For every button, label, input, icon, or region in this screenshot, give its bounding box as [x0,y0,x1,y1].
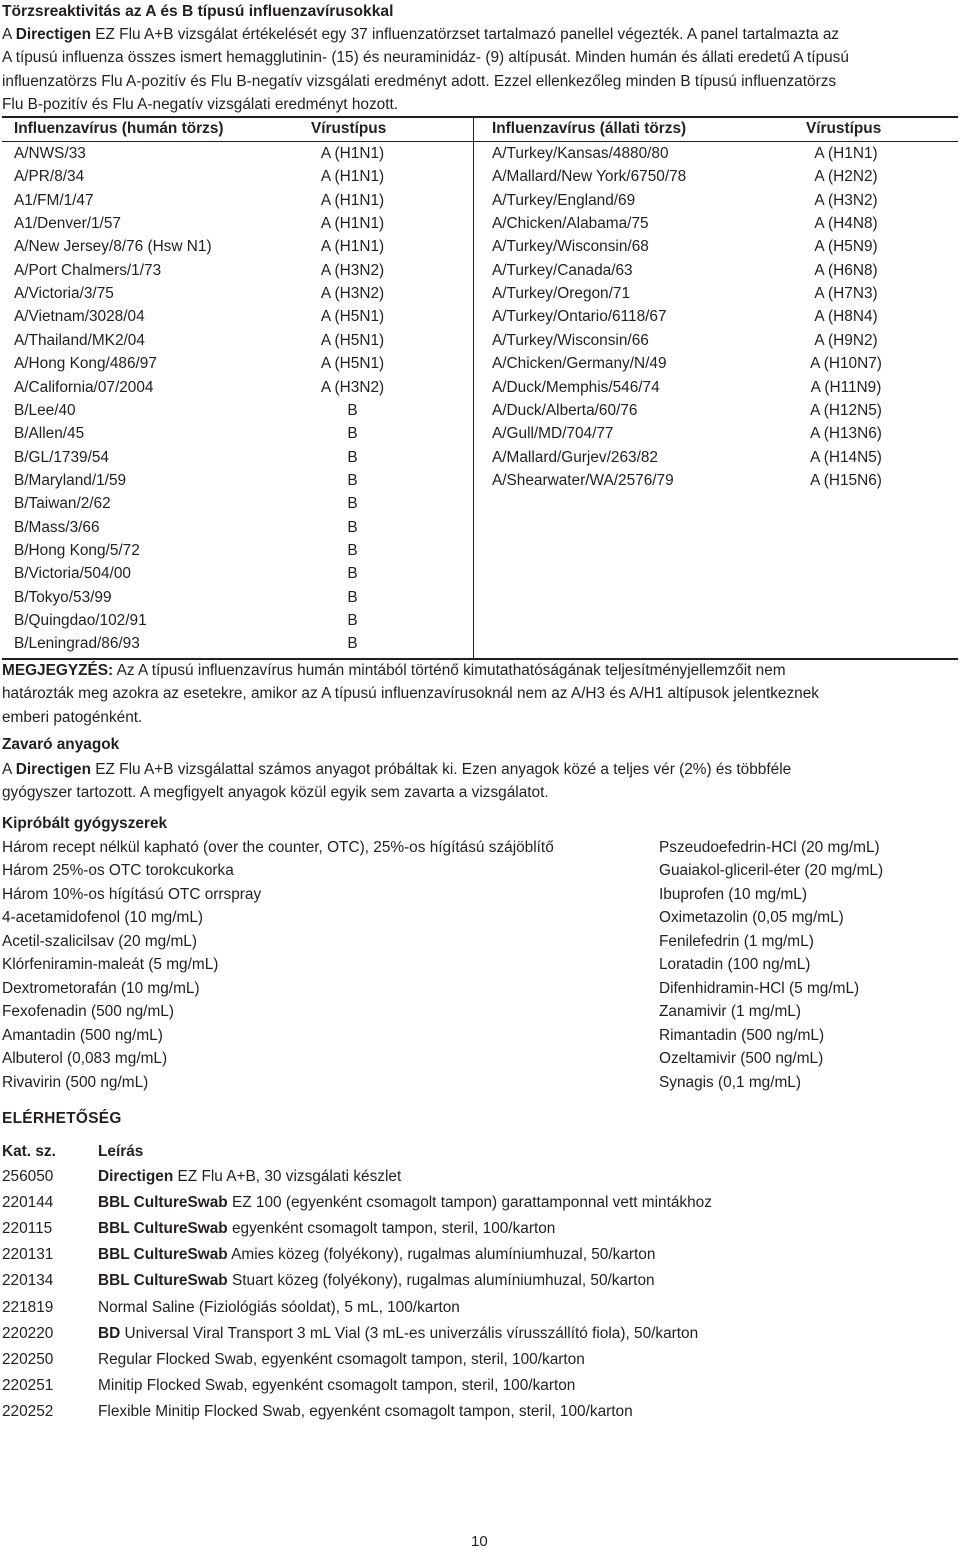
product-description [98,1217,555,1240]
drug-item: Amantadin (500 ng/mL) [2,1026,163,1044]
drug-item: Rimantadin (500 ng/mL) [659,1026,825,1044]
animal-virus-type-cell: A (H3N2) [814,191,878,209]
description-header: Leírás [98,1143,144,1160]
human-virus-type-cell: A (H5N1) [320,331,385,349]
human-virus-type-cell: B [347,565,358,583]
description-text: Amies közeg (folyékony), rugalmas alumíniumhuzal, 50/karton [227,1246,656,1264]
product-description [98,1191,712,1214]
human-strain-cell: B/Maryland/1/59 [14,471,127,489]
catalog-number: 220250 [2,1350,54,1368]
animal-strain-cell: A/Gull/MD/704/77 [492,425,614,443]
human-virus-type-cell: B [347,495,358,513]
human-strain-cell: A/PR/8/34 [14,168,85,186]
drug-item: Synagis (0,1 mg/mL) [659,1073,801,1091]
human-virus-type-cell: A (H3N2) [320,285,385,303]
human-virus-type-cell: A (H1N1) [320,238,385,256]
table-column-divider [473,116,474,660]
animal-strain-cell: A/Turkey/Canada/63 [492,261,633,279]
catalog-number: 220131 [2,1246,54,1264]
animal-strain-cell: A/Duck/Alberta/60/76 [492,401,638,419]
availability-heading: ELÉRHETŐSÉG [2,1110,122,1127]
brand-name: BBL CultureSwab [98,1272,228,1290]
human-virus-type-cell: A (H3N2) [320,378,385,396]
description-text: EZ 100 (egyenként csomagolt tampon) garattamponnal vett mintákhoz [227,1194,712,1212]
animal-strain-cell: A/Mallard/Gurjev/263/82 [492,448,658,466]
intro-line: A Directigen EZ Flu A+B vizsgálat értékelését egy 37 influenzatörzset tartalmazó panellel végezték. A panel tartalmazta az [2,26,840,43]
table-header-virus-type: Vírustípus [806,120,882,137]
catalog-number: 220144 [2,1194,54,1212]
animal-virus-type-cell: A (H5N9) [814,238,878,256]
human-strain-cell: A/Thailand/MK2/04 [14,331,145,349]
drug-item: Loratadin (100 ng/mL) [659,956,811,974]
note-label: MEGJEGYZÉS: [2,662,114,679]
human-virus-type-cell: A (H1N1) [320,168,385,186]
human-strain-cell: A/California/07/2004 [14,378,154,396]
human-strain-cell: B/Tokyo/53/99 [14,588,112,606]
animal-strain-cell: A/Shearwater/WA/2576/79 [492,471,674,489]
catalog-number: 220252 [2,1402,54,1420]
animal-virus-type-cell: A (H2N2) [814,168,878,186]
animal-virus-type-cell: A (H14N5) [810,448,882,466]
drug-item: Difenhidramin-HCl (5 mg/mL) [659,979,860,997]
human-strain-cell: B/Taiwan/2/62 [14,495,111,513]
human-virus-type-cell: A (H1N1) [320,191,385,209]
human-strain-cell: A/New Jersey/8/76 (Hsw N1) [14,238,212,256]
drug-item: Ozeltamivir (500 ng/mL) [659,1050,824,1068]
animal-virus-type-cell: A (H12N5) [810,401,882,419]
brand-name: BBL CultureSwab [98,1246,228,1264]
animal-strain-cell: A/Turkey/Wisconsin/68 [492,238,649,256]
human-strain-cell: B/Victoria/504/00 [14,565,131,583]
human-strain-cell: B/Allen/45 [14,425,85,443]
description-text: egyenként csomagolt tampon, steril, 100/karton [227,1220,556,1238]
animal-virus-type-cell: A (H13N6) [810,425,882,443]
intro-line: A típusú influenza összes ismert hemagglutinin- (15) és neuraminidáz- (9) altípusát. Minden humán és állati eredetű A típusú [2,49,849,67]
human-virus-type-cell: A (H1N1) [320,145,385,162]
drug-item: Fenilefedrin (1 mg/mL) [659,932,814,950]
catalog-number: 220220 [2,1324,54,1342]
human-virus-type-cell: B [347,518,358,536]
human-strain-cell: B/Leningrad/86/93 [14,635,140,653]
human-virus-type-cell: B [347,588,358,606]
human-virus-type-cell: A (H3N2) [320,261,385,279]
animal-virus-type-cell: A (H6N8) [814,261,878,279]
drug-item: Klórfeniramin-maleát (5 mg/mL) [2,956,219,974]
animal-strain-cell: A/Turkey/Ontario/6118/67 [492,308,667,326]
drug-item: Pszeudoefedrin-HCl (20 mg/mL) [659,839,880,856]
human-virus-type-cell: B [347,425,358,443]
description-text: Flexible Minitip Flocked Swab, egyenként csomagolt tampon, steril, 100/karton [98,1402,633,1420]
human-strain-cell: B/Quingdao/102/91 [14,612,147,629]
brand-name: Directigen [15,761,91,778]
human-strain-cell: A1/FM/1/47 [14,191,94,209]
description-text: EZ Flu A+B, 30 vizsgálati készlet [173,1168,402,1185]
human-virus-type-cell: B [347,401,358,419]
human-strain-cell: B/Lee/40 [14,401,76,419]
product-description [98,1243,655,1266]
table-header-virus-type: Vírustípus [311,120,387,137]
intro-line: Flu B-pozitív és Flu A-negatív vizsgálati eredményt hozott. [2,96,399,114]
description-text: Normal Saline (Fiziológiás sóoldat), 5 mL, 100/karton [98,1298,460,1316]
catalog-number: 220134 [2,1272,54,1290]
drug-item: Három recept nélkül kapható (over the counter, OTC), 25%-os hígítású szájöblítő [2,839,554,856]
catalog-number: 256050 [2,1168,54,1185]
human-strain-cell: B/Mass/3/66 [14,518,100,536]
brand-name: BBL CultureSwab [98,1194,228,1212]
product-description [98,1165,401,1188]
animal-strain-cell: A/Chicken/Germany/N/49 [492,355,667,373]
description-text: Minitip Flocked Swab, egyenként csomagolt tampon, steril, 100/karton [98,1376,576,1394]
product-description [98,1400,633,1423]
catalog-number-header: Kat. sz. [2,1143,56,1160]
drug-item: Dextrometorafán (10 mg/mL) [2,979,200,997]
human-virus-type-cell: B [347,541,358,559]
human-virus-type-cell: B [347,448,358,466]
human-strain-cell: A/Hong Kong/486/97 [14,355,157,373]
animal-virus-type-cell: A (H7N3) [814,285,878,303]
product-description [98,1322,698,1345]
human-virus-type-cell: B [347,612,358,629]
table-header-animal-strain: Influenzavírus (állati törzs) [492,120,687,137]
catalog-number: 220115 [2,1220,53,1238]
description-text: Universal Viral Transport 3 mL Vial (3 mL-es univerzális vírusszállító fiola), 50/karton [120,1324,699,1342]
brand-name: Directigen [15,26,91,43]
human-strain-cell: B/GL/1739/54 [14,448,109,466]
intro-line: influenzatörzs Flu A-pozitív és Flu B-negatív vizsgálati eredményt adott. Ezzel ellenkezőleg minden B típusú influenzatörzs [2,72,837,90]
table-header-human-strain: Influenzavírus (humán törzs) [14,120,224,137]
animal-strain-cell: A/Duck/Memphis/546/74 [492,378,660,396]
drug-item: Oximetazolin (0,05 mg/mL) [659,909,844,927]
animal-strain-cell: A/Turkey/England/69 [492,191,636,209]
animal-virus-type-cell: A (H1N1) [814,145,878,162]
drug-item: Guaiakol-gliceril-éter (20 mg/mL) [659,862,884,880]
description-text: Regular Flocked Swab, egyenként csomagolt tampon, steril, 100/karton [98,1350,585,1368]
interfering-paragraph: A Directigen EZ Flu A+B vizsgálattal számos anyagot próbáltak ki. Ezen anyagok közé a teljes vér (2%) és többféle gyógyszer tartozott. A megfigyelt anyagok közül egyik sem zavarta a vizsgálatot. [2,761,792,802]
catalog-number: 221819 [2,1298,54,1316]
intro-paragraph [2,23,958,117]
description-text: Stuart közeg (folyékony), rugalmas alumíniumhuzal, 50/karton [227,1272,655,1290]
human-strain-cell: A/Victoria/3/75 [14,285,114,303]
section-title: Törzsreaktivitás az A és B típusú influenzavírusokkal [2,3,394,20]
animal-virus-type-cell: A (H9N2) [814,331,878,349]
drug-item: Három 10%-os hígítású OTC orrspray [2,885,262,903]
drugs-heading: Kipróbált gyógyszerek [2,815,168,832]
animal-virus-type-cell: A (H8N4) [814,308,878,326]
animal-strain-cell: A/Chicken/Alabama/75 [492,215,649,233]
animal-strain-cell: A/Turkey/Wisconsin/66 [492,331,649,349]
drug-item: Három 25%-os OTC torokcukorka [2,862,234,880]
animal-strain-cell: A/Turkey/Oregon/71 [492,285,631,303]
note-paragraph: MEGJEGYZÉS: Az A típusú influenzavírus humán mintából történő kimutathatóságának teljesítményjellemzőit nem határozták meg azokra az esetekre, amikor az A típusú influenzavírusoknál nem az A/H3 és A/H1 altípusok jelentkeznek emberi patogénként. [2,662,819,726]
product-description [98,1348,585,1371]
drug-item: Rivavirin (500 ng/mL) [2,1073,149,1091]
product-description [98,1296,460,1319]
drug-item: Fexofenadin (500 ng/mL) [2,1003,174,1021]
animal-virus-type-cell: A (H4N8) [814,215,878,233]
drug-item: Albuterol (0,083 mg/mL) [2,1050,168,1068]
drug-item: Zanamivir (1 mg/mL) [659,1003,801,1021]
product-description [98,1269,655,1292]
page-number: 10 [471,1533,488,1550]
human-strain-cell: B/Hong Kong/5/72 [14,541,140,559]
catalog-number: 220251 [2,1376,54,1394]
brand-name: BBL CultureSwab [98,1220,228,1238]
human-strain-cell: A/NWS/33 [14,145,86,162]
animal-strain-cell: A/Turkey/Kansas/4880/80 [492,145,669,162]
human-virus-type-cell: A (H1N1) [320,215,385,233]
drug-item: Ibuprofen (10 mg/mL) [659,885,807,903]
animal-virus-type-cell: A (H10N7) [810,355,882,373]
animal-virus-type-cell: A (H11N9) [810,378,882,396]
human-virus-type-cell: A (H5N1) [320,355,385,373]
animal-virus-type-cell: A (H15N6) [810,471,882,489]
human-virus-type-cell: A (H5N1) [320,308,385,326]
drug-item: Acetil-szalicilsav (20 mg/mL) [2,932,197,950]
human-strain-cell: A/Port Chalmers/1/73 [14,261,162,279]
product-description [98,1374,575,1397]
interfering-heading: Zavaró anyagok [2,736,120,753]
drug-item: 4-acetamidofenol (10 mg/mL) [2,909,204,927]
human-virus-type-cell: B [347,471,358,489]
human-strain-cell: A/Vietnam/3028/04 [14,308,145,326]
human-virus-type-cell: B [347,635,358,653]
human-strain-cell: A1/Denver/1/57 [14,215,121,233]
animal-strain-cell: A/Mallard/New York/6750/78 [492,168,687,186]
brand-name: Directigen [98,1168,174,1185]
brand-name: BD [98,1324,121,1342]
